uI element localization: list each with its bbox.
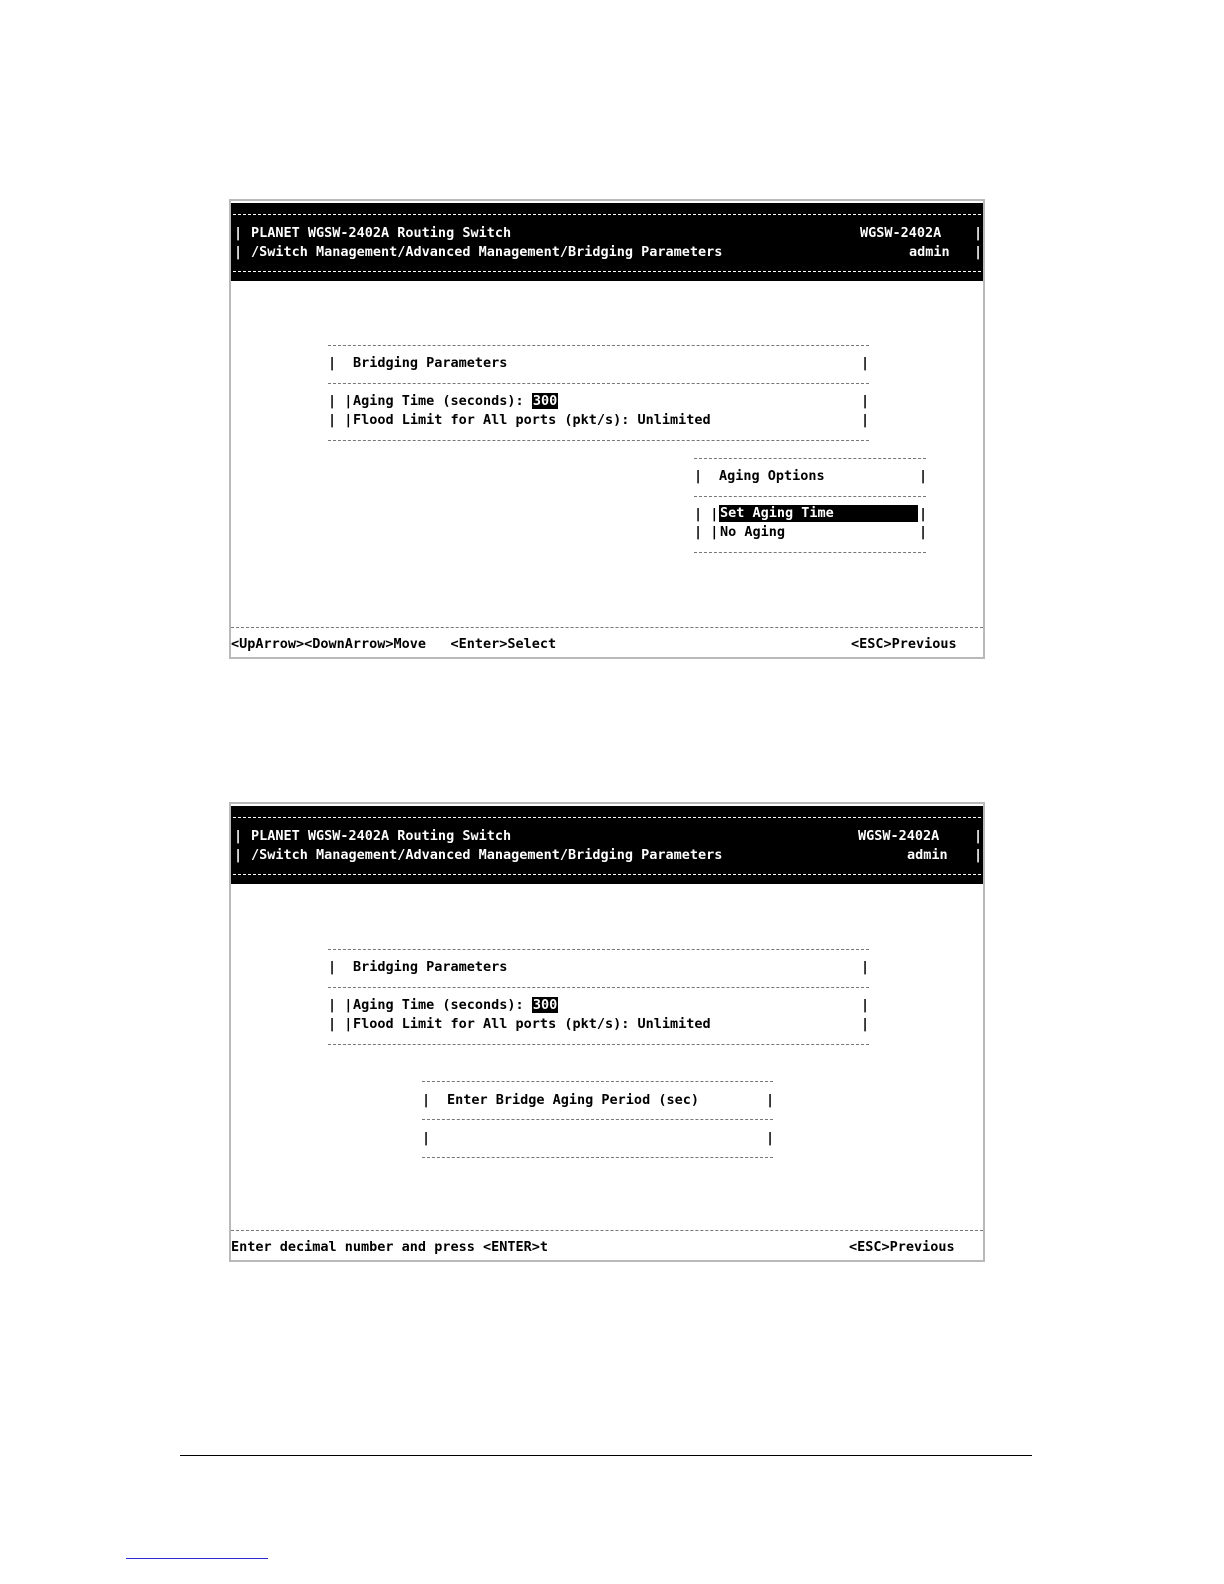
- panel-bar: |: [328, 959, 337, 975]
- prompt-divider: [422, 1119, 773, 1120]
- panel-bar: |: [328, 355, 337, 371]
- flood-limit-label: Flood Limit for All ports (pkt/s):: [353, 1016, 638, 1032]
- popup-title: Aging Options: [719, 468, 825, 484]
- device-model: WGSW-2402A: [858, 828, 940, 844]
- panel-border-top: [328, 949, 869, 950]
- flood-limit-row[interactable]: [353, 411, 711, 430]
- panel-bar: |: [861, 959, 870, 975]
- status-separator: [231, 1230, 983, 1231]
- terminal-screen-aging-options: [229, 199, 985, 659]
- terminal-screen-aging-period: [229, 802, 985, 1262]
- banner-bar: |: [974, 244, 983, 260]
- banner-bar: |: [974, 828, 983, 844]
- menu-item-label: Set Aging Time: [720, 505, 834, 521]
- breadcrumb-path: /Switch Management/Advanced Management/Bridging Parameters: [251, 244, 723, 260]
- popup-bar: |: [694, 468, 703, 484]
- panel-bar: | |: [328, 997, 353, 1013]
- banner-bar: |: [234, 225, 243, 241]
- page-footer-link-underline: [126, 1558, 268, 1559]
- prompt-bar: |: [422, 1092, 431, 1108]
- popup-bar: |: [919, 468, 928, 484]
- panel-bar: |: [861, 393, 870, 409]
- popup-bar: |: [919, 524, 928, 540]
- prompt-bar: |: [766, 1130, 775, 1146]
- banner-bar: |: [974, 225, 983, 241]
- device-model: WGSW-2402A: [860, 225, 942, 241]
- banner-bar: |: [234, 828, 243, 844]
- panel-border-bottom: [328, 440, 869, 441]
- panel-bar: | |: [328, 1016, 353, 1032]
- prompt-bar: |: [766, 1092, 775, 1108]
- flood-limit-value: Unlimited: [637, 412, 711, 428]
- panel-bar: |: [861, 355, 870, 371]
- banner-bar: |: [234, 244, 243, 260]
- header-banner: [231, 806, 983, 884]
- aging-time-label: Aging Time (seconds):: [353, 997, 532, 1013]
- flood-limit-label: Flood Limit for All ports (pkt/s):: [353, 412, 638, 428]
- popup-border-top: [694, 458, 926, 459]
- aging-time-row[interactable]: [353, 392, 558, 411]
- panel-border-bottom: [328, 1044, 869, 1045]
- status-hint: <UpArrow><DownArrow>Move <Enter>Select: [231, 636, 557, 652]
- banner-bar: |: [974, 847, 983, 863]
- panel-bar: |: [861, 1016, 870, 1032]
- breadcrumb-path: /Switch Management/Advanced Management/Bridging Parameters: [251, 847, 723, 863]
- aging-time-value[interactable]: 300: [532, 997, 558, 1013]
- flood-limit-value: Unlimited: [637, 1016, 711, 1032]
- panel-bar: | |: [328, 412, 353, 428]
- app-title: PLANET WGSW-2402A Routing Switch: [251, 225, 512, 241]
- banner-bottom-border: [233, 271, 981, 272]
- page-footer-rule: [180, 1455, 1032, 1456]
- panel-title: Bridging Parameters: [353, 959, 508, 975]
- popup-divider: [694, 496, 926, 497]
- panel-bar: |: [861, 412, 870, 428]
- logged-in-user: admin: [909, 244, 950, 260]
- menu-item-set-aging-time[interactable]: [719, 505, 918, 522]
- app-title: PLANET WGSW-2402A Routing Switch: [251, 828, 512, 844]
- aging-time-label: Aging Time (seconds):: [353, 393, 532, 409]
- status-esc-previous[interactable]: <ESC>Previous: [851, 636, 957, 652]
- panel-border-top: [328, 345, 869, 346]
- panel-bar: | |: [328, 393, 353, 409]
- banner-top-border: [233, 817, 981, 818]
- aging-period-input[interactable]: [441, 1129, 761, 1148]
- status-esc-previous[interactable]: <ESC>Previous: [849, 1239, 955, 1255]
- panel-bar: |: [861, 997, 870, 1013]
- header-banner: [231, 203, 983, 281]
- banner-top-border: [233, 214, 981, 215]
- banner-bottom-border: [233, 874, 981, 875]
- aging-time-row[interactable]: [353, 996, 558, 1015]
- prompt-title: Enter Bridge Aging Period (sec): [447, 1092, 699, 1108]
- popup-bar: | |: [694, 506, 719, 522]
- logged-in-user: admin: [907, 847, 948, 863]
- aging-time-value[interactable]: 300: [532, 393, 558, 409]
- panel-divider: [328, 987, 869, 988]
- prompt-bar: |: [422, 1130, 431, 1146]
- menu-item-no-aging[interactable]: No Aging: [720, 524, 786, 540]
- popup-bar: | |: [694, 524, 719, 540]
- prompt-border-top: [422, 1081, 773, 1082]
- panel-title: Bridging Parameters: [353, 355, 508, 371]
- status-hint: Enter decimal number and press <ENTER>t: [231, 1239, 548, 1255]
- popup-bar: |: [919, 506, 928, 522]
- status-separator: [231, 627, 983, 628]
- flood-limit-row[interactable]: [353, 1015, 711, 1034]
- prompt-border-bottom: [422, 1157, 773, 1158]
- popup-border-bottom: [694, 552, 926, 553]
- banner-bar: |: [234, 847, 243, 863]
- panel-divider: [328, 383, 869, 384]
